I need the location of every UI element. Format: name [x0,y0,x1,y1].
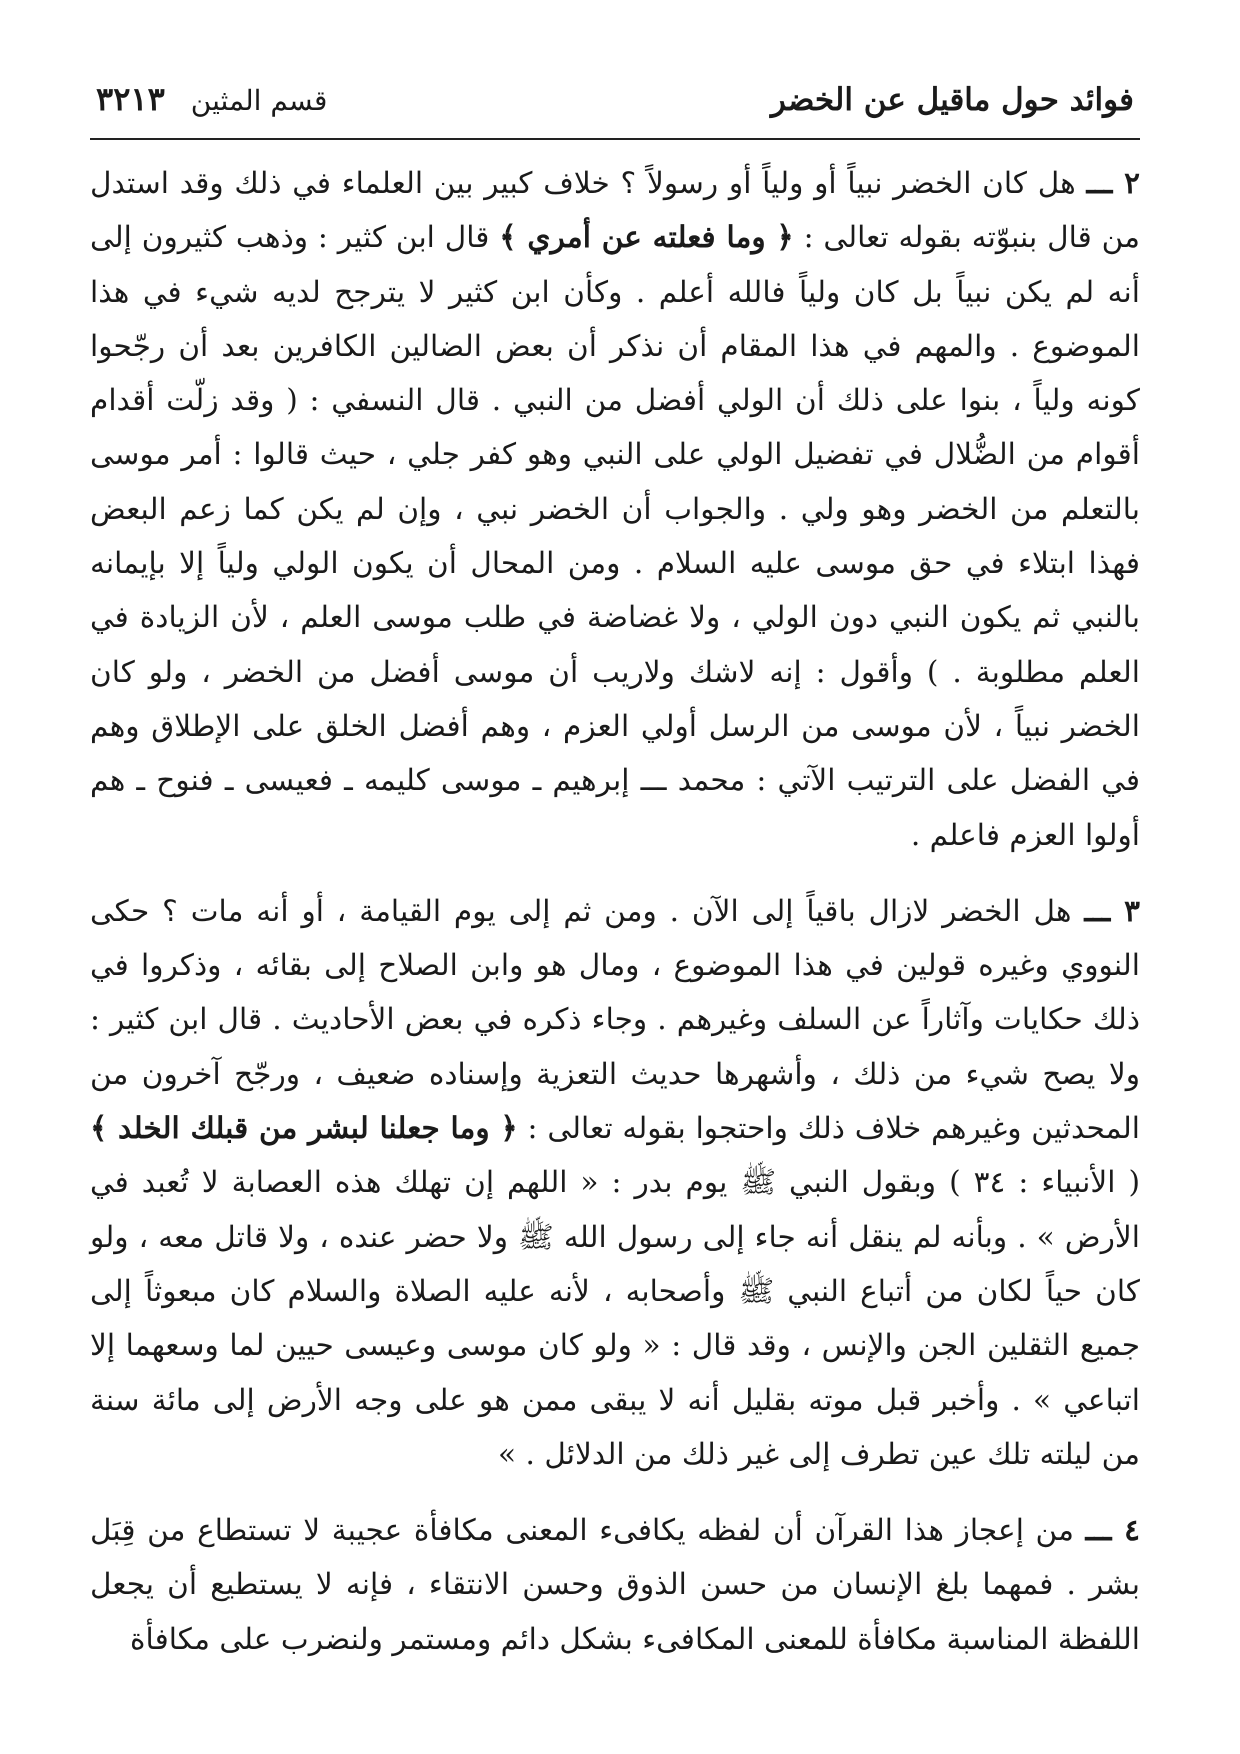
paragraph-number: ٤ ـــ [1085,1512,1140,1548]
header-meta [96,80,327,118]
header-rule [90,138,1140,140]
paragraph-text: ( الأنبياء : ٣٤ ) وبقول النبي ﷺ يوم بدر : « اللهم إن تهلك هذه العصابة لا تُعبد في الأرض » . وبأنه لم ينقل أنه جاء إلى رسول الله ﷺ ولا حضر عنده ، ولا قاتل معه ، ولو كان حياً لكان من أتباع النبي ﷺ وأصحابه ، لأنه عليه الصلاة والسلام كان مبعوثاً إلى جميع الثقلين الجن والإنس ، وقد قال : « ولو كان موسى وعيسى حيين لما وسعهما إلا اتباعي » . وأخبر قبل موته بقليل أنه لا يبقى ممن هو على وجه الأرض إلى مائة سنة من ليلته تلك عين تطرف إلى غير ذلك من الدلائل . » [90,1165,1140,1471]
page-body [90,156,1140,1666]
paragraph-number: ٢ ـــ [1086,165,1140,200]
paragraph-text: هل الخضر لازال باقياً إلى الآن . ومن ثم إلى يوم القيامة ، أو أنه مات ؟ حكى النووي وغيره قولين في هذا الموضوع ، ومال هو وابن الصلاح إلى بقائه ، وذكروا في ذلك حكايات وآثاراً عن السلف وغيرهم . وجاء ذكره في بعض الأحاديث . قال ابن كثير : ولا يصح شيء من ذلك ، وأشهرها حديث التعزية وإسناده ضعيف ، ورجّح آخرون من المحدثين وغيرهم خلاف ذلك واحتجوا بقوله تعالى : [90,893,1140,1146]
paragraph-number: ٣ ـــ [1084,892,1140,928]
paragraph-4 [90,1503,1140,1666]
quran-quote: ﴿ وما فعلته عن أمري ﴾ [499,219,794,255]
paragraph-2 [90,156,1140,862]
paragraph-3 [90,884,1140,1481]
section-name: قسم المثين [190,84,328,117]
page-number: ٣٢١٣ [96,80,165,118]
paragraph-text: من إعجاز هذا القرآن أن لفظه يكافىء المعنى مكافأة عجيبة لا تستطاع من قِبَل بشر . فمهما بلغ الإنسان من حسن الذوق وحسن الانتقاء ، فإنه لا يستطيع أن يجعل اللفظة المناسبة مكافأة للمعنى المكافىء بشكل دائم ومستمر ولنضرب على مكافأة [90,1513,1140,1656]
running-title: فوائد حول ماقيل عن الخضر [770,82,1134,118]
page-header [90,80,1140,124]
quran-quote: ﴿ وما جعلنا لبشر من قبلك الخلد ﴾ [90,1110,518,1146]
paragraph-text: هل كان الخضر نبياً أو ولياً أو رسولاً ؟ خلاف كبير بين العلماء في ذلك وقد استدل من قال بنبوّته بقوله تعالى : [90,166,1140,255]
paragraph-text: قال ابن كثير : وذهب كثيرون إلى أنه لم يكن نبياً بل كان ولياً فالله أعلم . وكأن ابن كثير لا يترجح لديه شيء في هذا الموضوع . والمهم في هذا المقام أن نذكر أن بعض الضالين الكافرين بعد أن رجّحوا كونه ولياً ، بنوا على ذلك أن الولي أفضل من النبي . قال النسفي : ( وقد زلّت أقدام أقوام من الضُّلال في تفضيل الولي على النبي وهو كفر جلي ، حيث قالوا : أمر موسى بالتعلم من الخضر وهو ولي . والجواب أن الخضر نبي ، وإن لم يكن كما زعم البعض فهذا ابتلاء في حق موسى عليه السلام . ومن المحال أن يكون الولي ولياً إلا بإيمانه بالنبي ثم يكون النبي دون الولي ، ولا غضاضة في طلب موسى العلم ، لأن الزيادة في العلم مطلوبة . ) وأقول : إنه لاشك ولاريب أن موسى أفضل من الخضر ، ولو كان الخضر نبياً ، لأن موسى من الرسل أولي العزم ، وهم أفضل الخلق على الإطلاق وهم في الفضل على الترتيب الآتي : محمد ـــ إبرهيم ـ موسى كليمه ـ فعيسى ـ فنوح ـ هم أولوا العزم فاعلم . [90,220,1140,852]
